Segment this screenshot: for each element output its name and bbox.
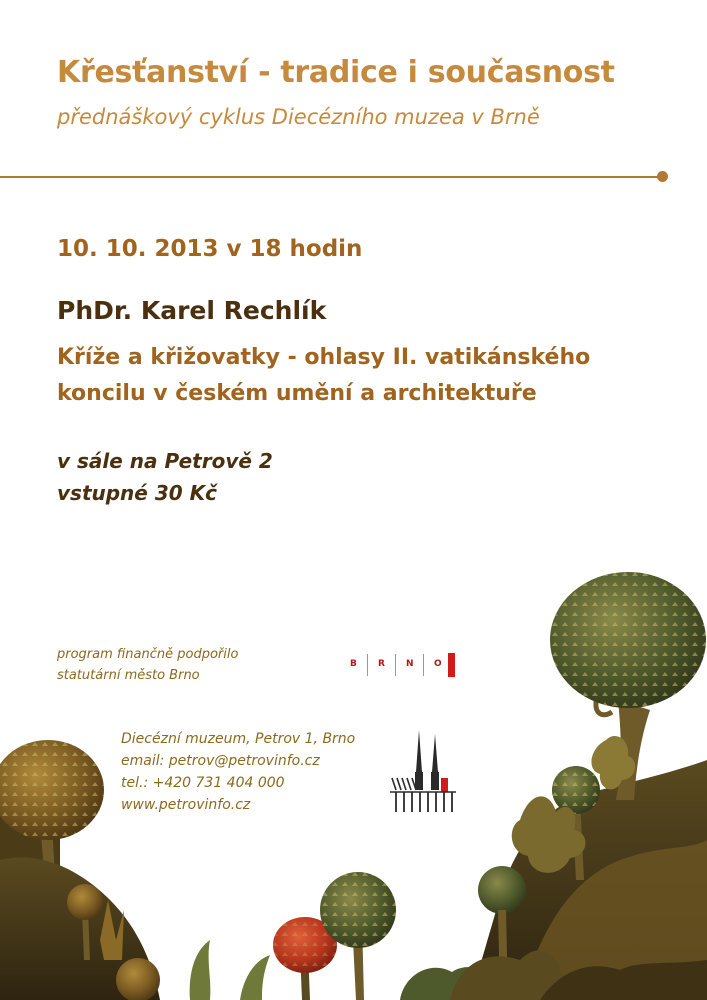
divider-dot (657, 171, 668, 182)
museum-logo-icon (386, 728, 462, 818)
logo-divider (423, 654, 424, 676)
email-address[interactable]: email: petrov@petrovinfo.cz (121, 753, 320, 769)
divider-line (0, 176, 660, 178)
venue-info (57, 445, 657, 509)
lecture-title-line-1: Kříže a křižovatky - ohlasy II. vatikánského (57, 345, 591, 370)
logo-divider (395, 654, 396, 676)
lecture-title-line-2: koncilu v českém umění a architektuře (57, 381, 537, 406)
brno-letter: R (378, 659, 385, 669)
brno-letter: B (350, 659, 357, 669)
brno-letter: O (434, 659, 442, 669)
logo-red-bar (448, 653, 455, 677)
speaker-name: PhDr. Karel Rechlík (57, 296, 327, 325)
brno-logo (348, 652, 458, 678)
brno-letter: N (406, 659, 414, 669)
venue: v sále na Petrově 2 (57, 449, 273, 473)
funding-line-1: program finančně podpořilo (57, 647, 239, 662)
event-date: 10. 10. 2013 v 18 hodin (57, 236, 363, 262)
website-link[interactable]: www.petrovinfo.cz (121, 797, 251, 813)
lecture-title (57, 340, 697, 412)
contact-info (121, 728, 391, 816)
logo-divider (367, 654, 368, 676)
funding-line-2: statutární město Brno (57, 668, 200, 683)
museum-address: Diecézní muzeum, Petrov 1, Brno (121, 731, 356, 747)
poster-title: Křesťanství - tradice i současnost (57, 55, 615, 90)
poster-subtitle: přednáškový cyklus Diecézního muzea v Brně (57, 105, 540, 129)
admission: vstupné 30 Kč (57, 481, 217, 505)
phone-number: tel.: +420 731 404 000 (121, 775, 285, 791)
funding-note (57, 644, 317, 686)
